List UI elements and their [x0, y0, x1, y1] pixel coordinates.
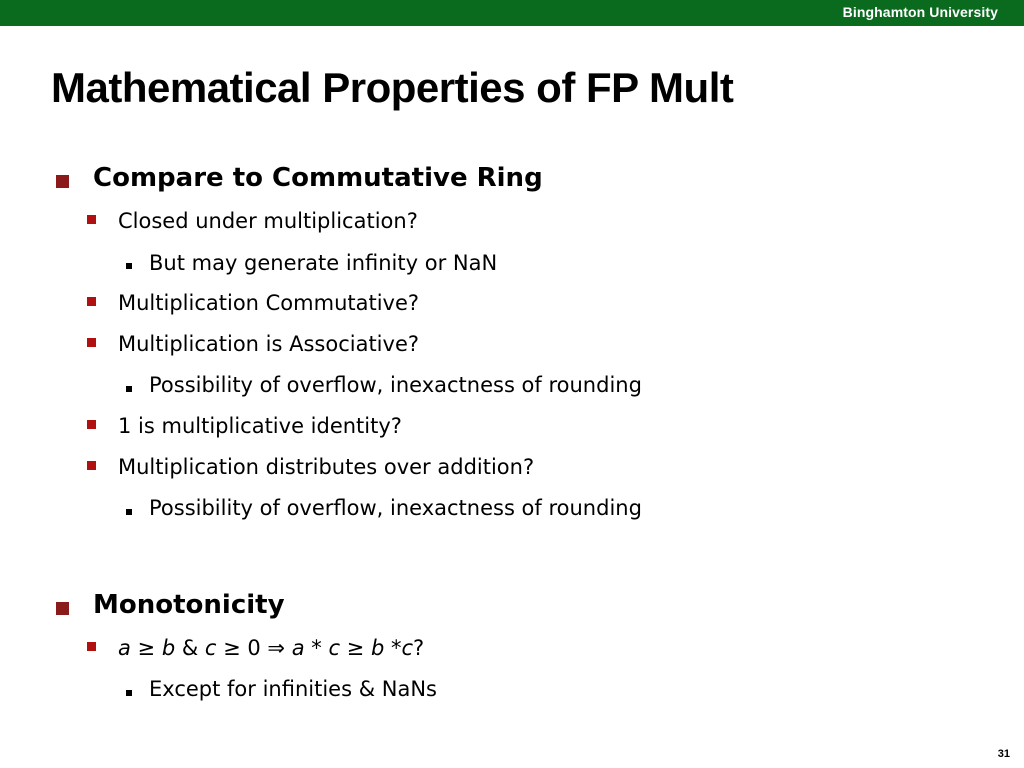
var-c: c — [328, 636, 340, 660]
page-number: 31 — [997, 748, 1010, 760]
monotonicity-formula — [118, 636, 424, 660]
var-c: c — [204, 636, 217, 660]
bullet-square-icon — [126, 509, 132, 515]
var-a: a — [291, 636, 305, 660]
list-item: Possibility of overflow, inexactness of rounding — [149, 373, 642, 397]
var-a: a — [118, 636, 131, 660]
list-item: Multiplication distributes over addition? — [118, 455, 535, 479]
bullet-square-icon — [56, 602, 69, 615]
list-item: Closed under multiplication? — [118, 209, 418, 233]
section-heading-monotonicity: Monotonicity — [93, 590, 285, 620]
bullet-square-icon — [87, 297, 96, 306]
op-ge: ≥ — [340, 636, 371, 660]
header-bar — [0, 0, 1024, 26]
var-b: b — [161, 636, 176, 660]
list-item: Possibility of overflow, inexactness of rounding — [149, 496, 642, 520]
op-ge: ≥ — [130, 636, 162, 660]
list-item: Multiplication is Associative? — [118, 332, 420, 356]
question-mark: ? — [413, 636, 425, 660]
list-item: Except for infinities & NaNs — [149, 677, 437, 701]
bullet-square-icon — [87, 461, 96, 470]
op-ge-zero-implies: ≥ 0 ⇒ — [216, 636, 292, 660]
bullet-square-icon — [126, 690, 132, 696]
var-b: b — [370, 636, 385, 660]
op-times: * — [304, 636, 329, 660]
var-c: c — [401, 636, 414, 660]
bullet-square-icon — [87, 420, 96, 429]
bullet-square-icon — [126, 386, 132, 392]
list-item: But may generate infinity or NaN — [149, 251, 498, 275]
bullet-square-icon — [56, 175, 69, 188]
bullet-square-icon — [87, 642, 96, 651]
university-name: Binghamton University — [842, 4, 998, 20]
list-item: 1 is multiplicative identity? — [118, 414, 402, 438]
section-heading-ring: Compare to Commutative Ring — [93, 163, 543, 193]
bullet-square-icon — [87, 215, 96, 224]
bullet-square-icon — [87, 338, 96, 347]
bullet-square-icon — [126, 263, 132, 269]
slide-title: Mathematical Properties of FP Mult — [51, 64, 734, 111]
list-item: Multiplication Commutative? — [118, 291, 420, 315]
op-and: & — [175, 636, 205, 660]
op-times: * — [384, 636, 402, 660]
